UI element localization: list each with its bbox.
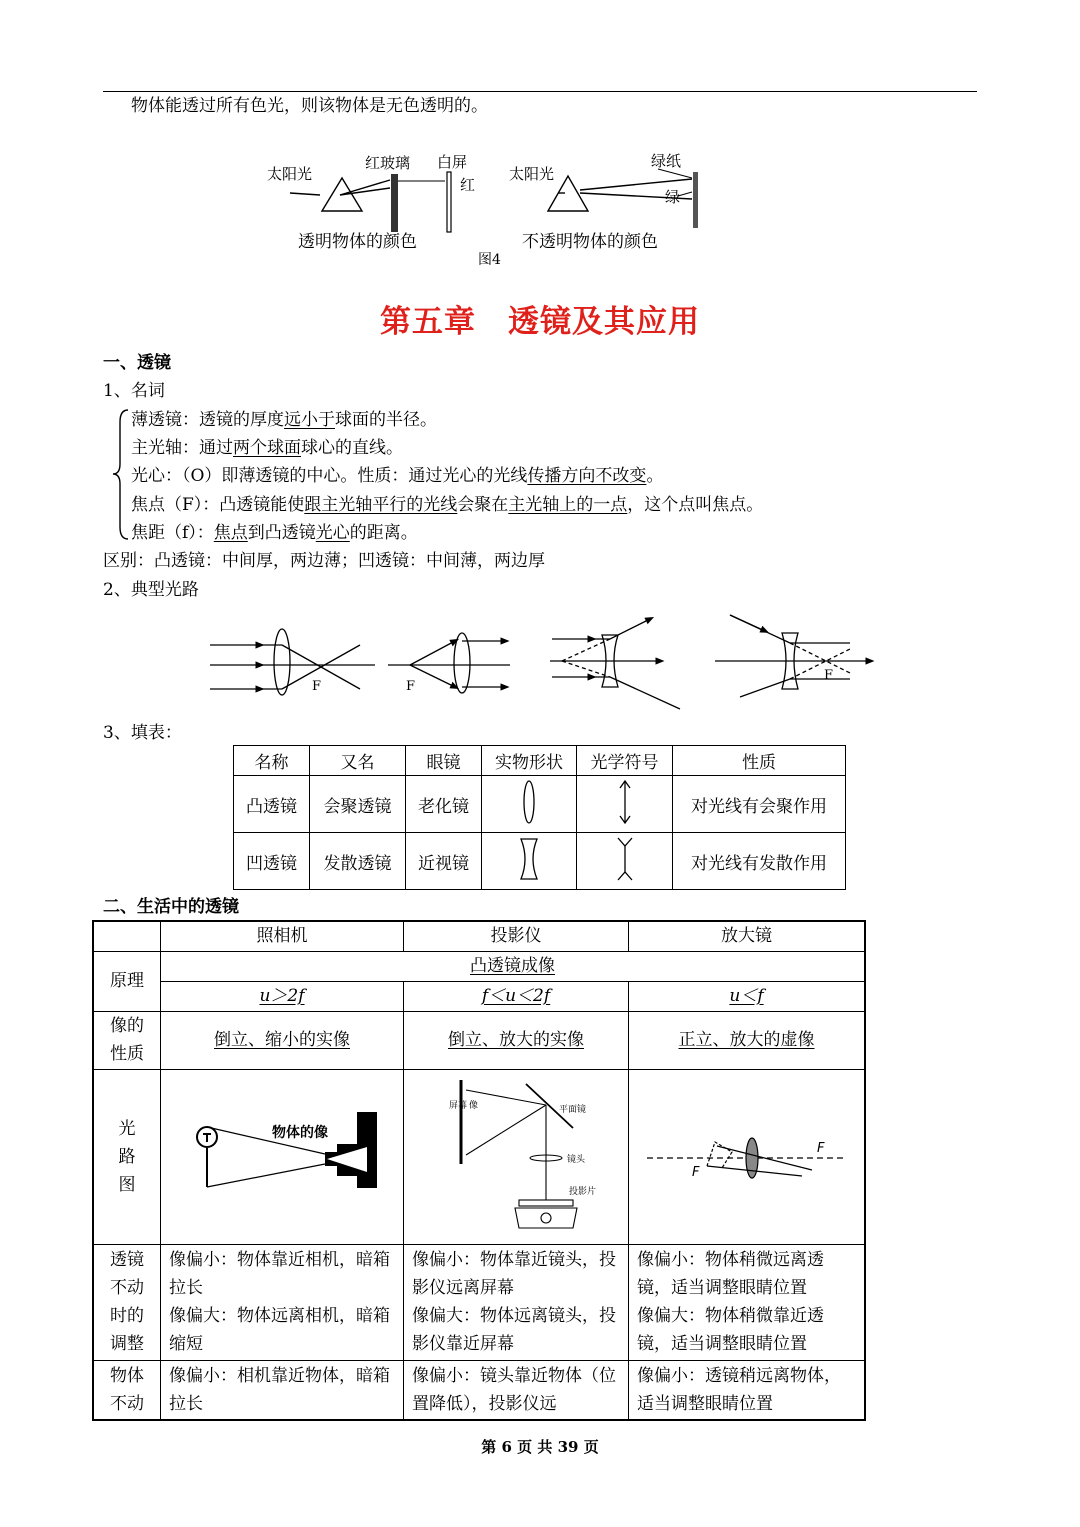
image-label: 像的性质 xyxy=(110,1016,144,1064)
chapter-title: 第五章 透镜及其应用 xyxy=(380,304,700,340)
table-row xyxy=(93,981,865,1011)
lens-table xyxy=(233,745,846,890)
lens-cell: 近视镜 xyxy=(406,833,482,890)
term-thin-lens: 薄透镜：透镜的厚度远小于球面的半径。 xyxy=(131,410,437,430)
image-projector: 倒立、放大的实像 xyxy=(448,1030,584,1050)
object-fixed-magnifier: 像偏小：透镜稍远离物体，适当调整眼睛位置 xyxy=(629,1360,866,1420)
lens-label: 镜头 xyxy=(567,1154,586,1165)
condition-cell xyxy=(161,981,404,1011)
object-fixed-camera: 像偏小：相机靠近物体，暗箱拉长 xyxy=(161,1360,404,1420)
slide-label: 投影片 xyxy=(569,1186,597,1197)
table-row xyxy=(234,833,846,890)
lens-th-glasses: 眼镜 xyxy=(406,746,482,776)
condition-cell xyxy=(629,981,866,1011)
subheading-light-paths: 2、典型光路 xyxy=(103,580,199,600)
brace xyxy=(110,408,130,541)
object-fixed-label-cell xyxy=(93,1360,161,1420)
lens-th-property: 性质 xyxy=(673,746,846,776)
lens-table-header-row xyxy=(234,746,846,776)
lens-cell xyxy=(482,776,577,833)
concave-lens-symbol xyxy=(615,834,635,884)
diagram-label: 光路图 xyxy=(118,1118,136,1195)
fig4-red-glass: 红玻璃 xyxy=(365,154,411,172)
subheading-fill-table: 3、填表： xyxy=(103,723,182,743)
fig4-white-screen: 白屏 xyxy=(437,153,468,171)
object-fixed-label: 物体不动 xyxy=(110,1365,144,1414)
page-footer: 第 6 页 共 39 页 xyxy=(481,1438,599,1456)
lens-cell: 老化镜 xyxy=(406,776,482,833)
lens-th-alias: 又名 xyxy=(310,746,406,776)
lens-fixed-label-cell xyxy=(93,1244,161,1360)
col-magnifier: 放大镜 xyxy=(629,921,866,951)
convex-lens-shape xyxy=(519,777,539,827)
lens-fixed-magnifier-small: 像偏小：物体稍微远离透镜，适当调整眼睛位置 xyxy=(637,1250,824,1298)
life-corner-cell xyxy=(93,921,161,951)
diagram-label-cell xyxy=(93,1069,161,1244)
condition-camera: u＞2f xyxy=(259,986,305,1006)
table-row xyxy=(93,951,865,981)
lens-th-shape: 实物形状 xyxy=(482,746,577,776)
magnifier-f-right: F xyxy=(816,1141,824,1156)
lens-cell: 对光线有会聚作用 xyxy=(673,776,846,833)
lens-cell xyxy=(482,833,577,890)
term-optical-center: 光心：（O）即薄透镜的中心。性质：通过光心的光线传播方向不改变。 xyxy=(131,466,664,486)
fig4-green-paper: 绿纸 xyxy=(651,152,682,170)
image-cell xyxy=(161,1011,404,1069)
diagram-cell xyxy=(629,1069,866,1244)
image-label-cell xyxy=(93,1011,161,1069)
table-row xyxy=(93,1360,865,1420)
magnifier-diagram xyxy=(637,1102,857,1202)
fig4-label: 图4 xyxy=(478,252,501,268)
condition-projector: f＜u＜2f xyxy=(481,986,551,1006)
fig4-red: 红 xyxy=(460,176,476,194)
fig4-right-sunlight: 太阳光 xyxy=(509,165,555,183)
life-lens-table xyxy=(92,920,866,1421)
lens-cell xyxy=(577,833,673,890)
table-row xyxy=(93,1011,865,1069)
col-projector: 投影仪 xyxy=(404,921,629,951)
lens-cell: 会聚透镜 xyxy=(310,776,406,833)
intro-text: 物体能透过所有色光，则该物体是无色透明的。 xyxy=(131,96,488,116)
term-focal-point: 焦点（F）：凸透镜能使跟主光轴平行的光线会聚在主光轴上的一点，这个点叫焦点。 xyxy=(131,495,764,515)
lp-f1: F xyxy=(312,679,322,694)
fig4-green: 绿 xyxy=(665,188,681,206)
principle-label: 原理 xyxy=(93,951,161,1011)
section1-heading: 一、透镜 xyxy=(103,353,171,373)
condition-magnifier: u＜f xyxy=(729,986,764,1006)
diagram-cell xyxy=(161,1069,404,1244)
image-camera: 倒立、缩小的实像 xyxy=(214,1030,350,1050)
lens-cell xyxy=(577,776,673,833)
typical-light-paths xyxy=(200,605,880,715)
image-cell xyxy=(629,1011,866,1069)
concave-lens-shape xyxy=(517,834,541,884)
lp-f2: F xyxy=(406,679,416,694)
lens-fixed-cell xyxy=(629,1244,866,1360)
fig4-left-caption: 透明物体的颜色 xyxy=(298,232,417,252)
fig4-left-sunlight: 太阳光 xyxy=(267,165,313,183)
green-paper-shape xyxy=(693,172,698,228)
lens-cell: 对光线有发散作用 xyxy=(673,833,846,890)
table-row xyxy=(93,1244,865,1360)
diagram-cell xyxy=(404,1069,629,1244)
difference-text: 区别：凸透镜：中间厚，两边薄；凹透镜：中间薄，两边厚 xyxy=(103,551,545,571)
section2-heading: 二、生活中的透镜 xyxy=(103,897,239,917)
magnifier-f-left: F xyxy=(691,1165,699,1180)
lens-fixed-cell xyxy=(161,1244,404,1360)
lens-cell: 凸透镜 xyxy=(234,776,310,833)
camera-image-label: 物体的像 xyxy=(272,1125,328,1141)
fig4-right-caption: 不透明物体的颜色 xyxy=(522,232,658,252)
white-screen-shape xyxy=(447,172,451,232)
lens-fixed-cell xyxy=(404,1244,629,1360)
table-row xyxy=(234,776,846,833)
image-magnifier: 正立、放大的虚像 xyxy=(678,1030,815,1050)
table-row xyxy=(93,1069,865,1244)
convex-lens-symbol xyxy=(617,777,633,827)
screen-label: 屏幕 xyxy=(449,1100,468,1111)
lens-fixed-label: 透镜不动时的调整 xyxy=(110,1250,144,1354)
principle-cell xyxy=(161,951,866,981)
term-principal-axis: 主光轴：通过两个球面球心的直线。 xyxy=(131,438,403,458)
lens-cell: 凹透镜 xyxy=(234,833,310,890)
lens-fixed-camera-large: 像偏大：物体远离相机，暗箱缩短 xyxy=(169,1306,390,1354)
image-char-label: 像 xyxy=(469,1100,479,1111)
lens-fixed-magnifier-large: 像偏大：物体稍微靠近透镜，适当调整眼睛位置 xyxy=(637,1306,824,1354)
lens-fixed-projector-small: 像偏小：物体靠近镜头，投影仪远离屏幕 xyxy=(412,1250,616,1298)
lens-th-name: 名称 xyxy=(234,746,310,776)
lens-fixed-camera-small: 像偏小：物体靠近相机，暗箱拉长 xyxy=(169,1250,390,1298)
projector-diagram xyxy=(411,1070,621,1235)
top-rule xyxy=(103,91,977,92)
lens-th-symbol: 光学符号 xyxy=(577,746,673,776)
lp-f3: F xyxy=(824,668,834,683)
subheading-terms: 1、名词 xyxy=(103,381,165,401)
table-row xyxy=(93,921,865,951)
figure-4-diagram xyxy=(260,148,720,273)
col-camera: 照相机 xyxy=(161,921,404,951)
red-glass-shape xyxy=(391,174,398,232)
condition-cell xyxy=(404,981,629,1011)
principle-text: 凸透镜成像 xyxy=(470,956,555,976)
lens-cell: 发散透镜 xyxy=(310,833,406,890)
image-cell xyxy=(404,1011,629,1069)
lens-fixed-projector-large: 像偏大：物体远离镜头，投影仪靠近屏幕 xyxy=(412,1306,616,1354)
mirror-label: 平面镜 xyxy=(559,1104,587,1115)
camera-diagram xyxy=(167,1092,397,1212)
term-focal-length: 焦距（f）：焦点到凸透镜光心的距离。 xyxy=(131,523,418,543)
object-fixed-projector: 像偏小：镜头靠近物体（位置降低），投影仪远 xyxy=(404,1360,629,1420)
